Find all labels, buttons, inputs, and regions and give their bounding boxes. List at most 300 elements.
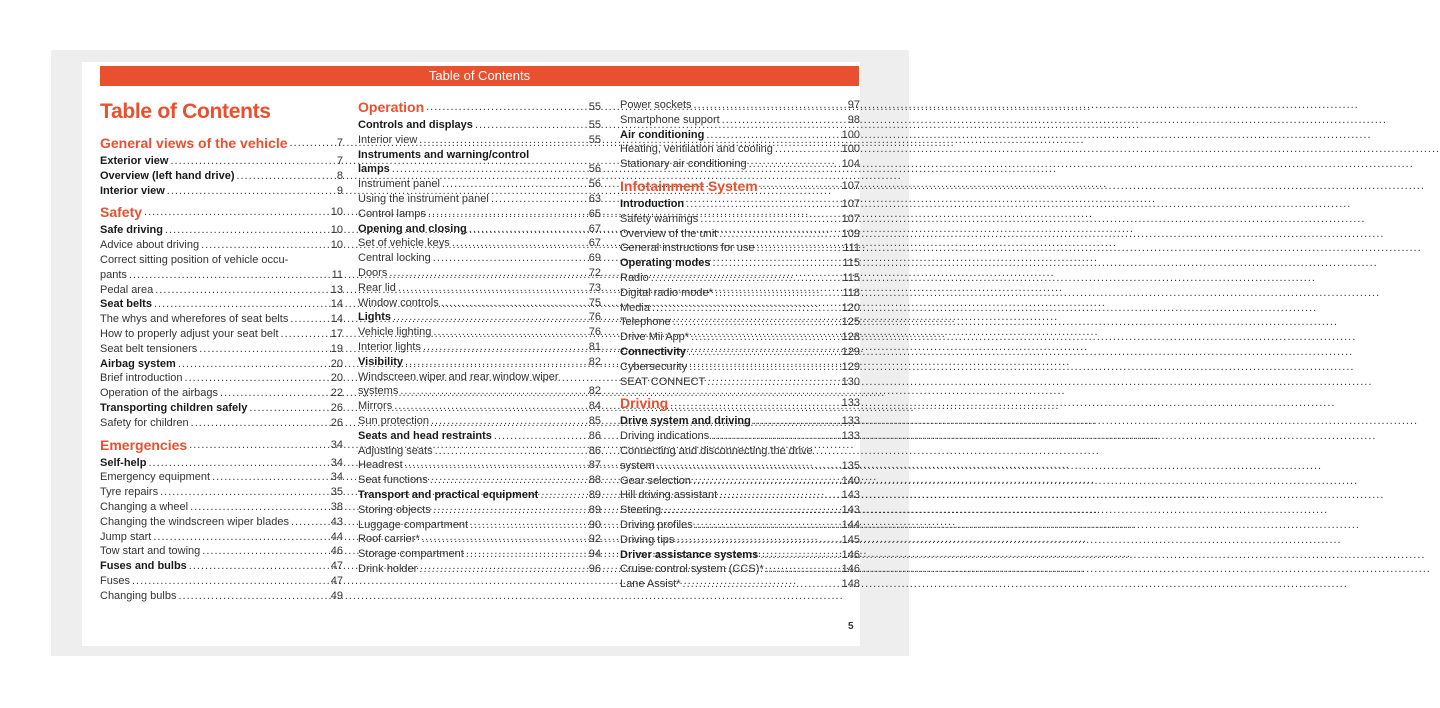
dot-leader — [758, 548, 841, 563]
toc-entry[interactable] — [100, 401, 343, 416]
dot-leader — [176, 357, 327, 372]
toc-entry[interactable] — [620, 271, 860, 286]
toc-entry[interactable] — [358, 192, 601, 207]
dot-leader — [705, 375, 841, 390]
toc-entry-title: The whys and wherefores of seat belts — [100, 313, 289, 326]
toc-entry-title: Drive Mii App* — [620, 331, 690, 344]
toc-entry-title: Driving tips — [620, 533, 675, 546]
toc-entry-page: 43 — [330, 515, 343, 528]
toc-entry[interactable] — [620, 157, 860, 172]
toc-entry-title: Drink holder — [358, 562, 418, 575]
toc-entry-title: Advice about driving — [100, 239, 200, 252]
toc-entry[interactable] — [358, 222, 601, 237]
toc-entry[interactable] — [358, 310, 601, 325]
toc-entry-page: 84 — [588, 400, 601, 413]
toc-entry-page: 82 — [588, 385, 601, 398]
toc-entry-title: Stationary air conditioning — [620, 158, 747, 171]
toc-entry-page: 140 — [841, 474, 860, 487]
dot-leader — [650, 301, 842, 316]
toc-entry[interactable] — [100, 530, 343, 545]
dot-leader — [187, 436, 327, 454]
toc-entry-title: Control lamps — [358, 207, 426, 220]
toc-entry-page: 115 — [842, 271, 860, 284]
toc-entry-title: Storage compartment — [358, 548, 464, 561]
toc-entry-page: 8 — [336, 169, 343, 182]
dot-leader — [698, 212, 841, 227]
toc-entry-page: 10 — [330, 239, 343, 252]
toc-entry-page: 26 — [330, 401, 343, 414]
toc-entry[interactable] — [100, 470, 343, 485]
toc-entry[interactable] — [358, 355, 601, 370]
toc-section-heading[interactable] — [620, 177, 860, 195]
header-title: Table of Contents — [428, 68, 531, 83]
toc-entry-title: Driving indications — [620, 430, 710, 443]
dot-leader — [289, 515, 327, 530]
dot-leader — [392, 399, 585, 414]
toc-section-heading[interactable] — [100, 203, 343, 221]
toc-entry-page: 104 — [841, 158, 860, 171]
dot-leader — [492, 429, 585, 444]
dot-leader — [176, 589, 327, 604]
toc-entry-page: 82 — [588, 355, 601, 368]
toc-entry-title: Safety for children — [100, 416, 189, 429]
toc-entry-page: 38 — [330, 500, 343, 513]
toc-entry-page: 56 — [588, 178, 601, 191]
dot-leader — [130, 574, 327, 589]
dot-leader — [158, 485, 327, 500]
toc-entry[interactable] — [620, 315, 860, 330]
dot-leader — [127, 268, 327, 283]
dot-leader — [450, 236, 585, 251]
toc-entry-page: 89 — [588, 488, 601, 501]
toc-entry[interactable] — [100, 238, 343, 253]
toc-entry[interactable] — [620, 227, 860, 242]
toc-entry[interactable] — [620, 503, 860, 518]
toc-entry[interactable] — [620, 330, 860, 345]
toc-entry[interactable] — [100, 456, 343, 471]
toc-entry-page: 100 — [841, 128, 860, 141]
toc-entry-page: 13 — [330, 283, 343, 296]
toc-entry-title: Changing the windscreen wiper blades — [100, 515, 289, 528]
page-title: Table of Contents — [100, 100, 271, 123]
toc-entry-title: Opening and closing — [358, 222, 467, 235]
toc-entry-title: General instructions for use — [620, 242, 755, 255]
toc-entry-title: Lights — [358, 311, 391, 324]
toc-entry-page: 76 — [588, 311, 601, 324]
toc-section-heading[interactable] — [358, 98, 601, 116]
toc-entry[interactable] — [620, 533, 860, 548]
toc-entry[interactable] — [100, 283, 343, 298]
dot-leader — [234, 169, 327, 184]
dot-leader — [720, 113, 844, 128]
toc-entry-title: Seat belts — [100, 298, 152, 311]
toc-entry[interactable] — [620, 286, 860, 301]
toc-entry-title: How to properly adjust your seat belt — [100, 327, 279, 340]
toc-entry-title: Self-help — [100, 456, 147, 469]
dot-leader — [693, 518, 842, 533]
toc-entry-title: Tow start and towing — [100, 545, 201, 558]
toc-entry-title: Driver assistance systems — [620, 548, 759, 561]
dot-leader — [747, 157, 842, 172]
toc-entry-page: 143 — [841, 489, 860, 502]
toc-entry-page: 22 — [330, 387, 343, 400]
toc-entry[interactable] — [100, 544, 343, 559]
dot-leader — [538, 488, 585, 503]
toc-entry[interactable] — [620, 375, 860, 390]
toc-entry[interactable] — [620, 128, 860, 143]
toc-entry-page: 146 — [841, 548, 860, 561]
toc-entry-page: 20 — [330, 372, 343, 385]
toc-entry-page: 133 — [841, 415, 860, 428]
toc-entry-title: Mirrors — [358, 400, 393, 413]
toc-entry[interactable] — [358, 251, 601, 266]
toc-entry[interactable] — [358, 458, 601, 473]
dot-leader — [755, 241, 844, 256]
toc-entry-page: 63 — [588, 192, 601, 205]
dot-leader — [704, 128, 841, 143]
dot-leader — [279, 327, 327, 342]
dot-leader — [689, 330, 842, 345]
dot-leader — [390, 162, 585, 177]
toc-entry-title: Safety — [100, 204, 143, 221]
toc-entry-page: 89 — [588, 503, 601, 516]
toc-entry[interactable] — [100, 312, 343, 327]
header-bar — [100, 66, 859, 86]
toc-entry-page: 86 — [588, 429, 601, 442]
toc-column-1 — [100, 134, 343, 604]
dot-leader — [661, 503, 842, 518]
toc-entry-title: Headrest — [358, 459, 403, 472]
toc-entry[interactable] — [358, 518, 601, 533]
dot-leader — [151, 530, 327, 545]
toc-entry-page: 107 — [841, 212, 860, 225]
toc-entry[interactable] — [358, 503, 601, 518]
toc-entry-page: 133 — [841, 397, 860, 410]
toc-entry[interactable] — [358, 340, 601, 355]
toc-entry[interactable] — [358, 532, 601, 547]
toc-entry[interactable] — [358, 473, 601, 488]
toc-entry-page: 17 — [330, 327, 343, 340]
toc-section-heading[interactable] — [620, 394, 860, 412]
toc-entry[interactable] — [620, 518, 860, 533]
toc-entry-page: 47 — [330, 574, 343, 587]
toc-entry[interactable] — [620, 241, 860, 256]
toc-entry[interactable] — [358, 207, 601, 222]
toc-entry-title: Rear lid — [358, 281, 396, 294]
toc-entry-title: Interior view — [100, 184, 165, 197]
dot-leader — [686, 345, 842, 360]
toc-entry-title: Jump start — [100, 530, 152, 543]
toc-entry[interactable] — [100, 327, 343, 342]
toc-entry-page: 107 — [841, 197, 860, 210]
toc-entry-page: 76 — [588, 326, 601, 339]
toc-entry[interactable] — [358, 562, 601, 577]
dot-leader — [717, 227, 841, 242]
toc-entry-title: Drive system and driving — [620, 415, 751, 428]
toc-entry-page: 34 — [330, 456, 343, 469]
toc-entry-title: Connectivity — [620, 345, 687, 358]
toc-entry[interactable] — [100, 268, 343, 283]
toc-entry[interactable] — [620, 197, 860, 212]
dot-leader — [674, 533, 841, 548]
toc-entry[interactable] — [358, 281, 601, 296]
dot-leader — [473, 118, 585, 133]
toc-entry-title: Air conditioning — [620, 128, 705, 141]
toc-entry[interactable] — [620, 548, 860, 563]
toc-entry[interactable] — [358, 162, 601, 177]
toc-entry-title: Pedal area — [100, 283, 154, 296]
toc-entry-page: 9 — [336, 184, 343, 197]
toc-entry-title: Using the instrument panel — [358, 192, 489, 205]
toc-entry[interactable] — [100, 184, 343, 199]
toc-entry-title: Transport and practical equipment — [358, 488, 539, 501]
toc-entry-page: 69 — [588, 252, 601, 265]
toc-entry-page: 111 — [843, 242, 860, 255]
toc-entry-page: 128 — [841, 331, 860, 344]
toc-entry-title: Radio — [620, 271, 649, 284]
toc-entry[interactable] — [100, 559, 343, 574]
toc-entry[interactable] — [358, 296, 601, 311]
dot-leader — [187, 559, 327, 574]
toc-entry-page: 7 — [336, 155, 343, 167]
toc-entry[interactable] — [100, 223, 343, 238]
toc-entry-title: pants — [100, 268, 127, 281]
toc-entry[interactable] — [620, 256, 860, 271]
toc-entry-title: Transporting children safely — [100, 401, 248, 414]
toc-column-3 — [620, 98, 860, 592]
toc-entry-page: 26 — [330, 416, 343, 429]
dot-leader — [751, 414, 842, 429]
toc-entry[interactable] — [100, 297, 343, 312]
toc-entry[interactable] — [620, 113, 860, 128]
toc-entry-title: General views of the vehicle — [100, 135, 288, 151]
toc-entry-page: 10 — [330, 206, 343, 219]
toc-entry-title: Doors — [358, 266, 388, 279]
toc-entry-title: Changing a wheel — [100, 500, 189, 513]
toc-entry-title: Exterior view — [100, 155, 169, 167]
toc-entry-title: Roof carrier* — [358, 533, 420, 546]
dot-leader — [288, 312, 327, 327]
toc-entry-page: 55 — [588, 119, 601, 131]
toc-entry-title: Driving — [620, 395, 669, 412]
dot-leader — [199, 238, 327, 253]
toc-entry[interactable] — [358, 133, 601, 148]
dot-leader — [709, 429, 841, 444]
dot-leader — [758, 177, 842, 195]
toc-entry-page: 98 — [847, 113, 860, 126]
toc-entry-page: 7 — [336, 137, 343, 149]
dot-leader — [717, 488, 841, 503]
toc-section-heading[interactable] — [100, 436, 343, 454]
toc-section-heading[interactable] — [100, 134, 343, 152]
toc-entry-page: 67 — [588, 222, 601, 235]
dot-leader — [468, 518, 585, 533]
toc-entry-title: Central locking — [358, 252, 431, 265]
toc-entry-page: 125 — [841, 316, 860, 329]
toc-entry[interactable] — [100, 416, 343, 431]
dot-leader — [403, 458, 585, 473]
toc-entry-title: system — [620, 459, 655, 472]
toc-entry-page: 44 — [330, 530, 343, 543]
toc-entry-title: Interior view — [358, 133, 418, 146]
toc-entry[interactable] — [620, 562, 860, 577]
toc-entry[interactable] — [620, 577, 860, 592]
dot-leader — [396, 281, 585, 296]
toc-entry[interactable] — [100, 169, 343, 184]
dot-leader — [467, 222, 585, 237]
dot-leader — [713, 286, 843, 301]
toc-entry-page: 86 — [588, 444, 601, 457]
toc-entry-title: Operating modes — [620, 257, 711, 270]
toc-entry-page: 73 — [588, 281, 601, 294]
toc-entry-title: Steering — [620, 504, 661, 517]
toc-entry-title: Heating, ventilation and cooling — [620, 143, 773, 156]
toc-entry-page: 115 — [842, 257, 860, 270]
toc-entry-title: systems — [358, 385, 399, 398]
toc-entry[interactable] — [100, 515, 343, 530]
toc-entry-page: 120 — [841, 301, 860, 314]
toc-entry-page: 94 — [588, 548, 601, 561]
toc-entry-title: Set of vehicle keys — [358, 237, 450, 250]
toc-entry-title: Digital radio mode* — [620, 286, 713, 299]
toc-entry-page: 90 — [588, 518, 601, 531]
toc-entry[interactable] — [358, 414, 601, 429]
toc-entry-title: Overview of the unit — [620, 227, 718, 240]
toc-entry-page: 146 — [841, 563, 860, 576]
toc-entry[interactable] — [358, 444, 601, 459]
toc-entry[interactable] — [620, 429, 860, 444]
toc-entry-title: Operation — [358, 99, 425, 115]
toc-entry-page: 49 — [330, 589, 343, 602]
dot-leader — [692, 98, 844, 113]
dot-leader — [247, 401, 327, 416]
toc-entry[interactable] — [620, 414, 860, 429]
toc-entry[interactable] — [100, 371, 343, 386]
toc-entry-page: 133 — [841, 430, 860, 443]
dot-leader — [431, 251, 585, 266]
dot-leader — [387, 266, 585, 281]
toc-entry-lead: Instruments and warning/control — [358, 148, 530, 161]
toc-entry[interactable] — [620, 98, 860, 113]
toc-entry[interactable] — [620, 212, 860, 227]
dot-leader — [398, 384, 585, 399]
toc-entry[interactable] — [100, 574, 343, 589]
toc-entry-title: Emergency equipment — [100, 471, 211, 484]
dot-leader — [671, 315, 842, 330]
dot-leader — [153, 283, 327, 298]
toc-entry[interactable] — [358, 118, 601, 133]
toc-entry-title: Changing bulbs — [100, 589, 177, 602]
toc-entry-title: Brief introduction — [100, 372, 183, 385]
dot-leader — [649, 271, 843, 286]
toc-entry-title: Telephone — [620, 316, 671, 329]
toc-entry-lead: Correct sitting position of vehicle occu- — [100, 253, 289, 266]
toc-entry-page: 14 — [330, 298, 343, 311]
toc-entry-page: 96 — [588, 562, 601, 575]
toc-entry-page: 67 — [588, 237, 601, 250]
toc-entry[interactable] — [358, 399, 601, 414]
dot-leader — [668, 394, 841, 412]
toc-entry[interactable] — [100, 500, 343, 515]
dot-leader — [152, 297, 327, 312]
toc-entry[interactable] — [358, 266, 601, 281]
toc-entry-title: Seat belt tensioners — [100, 342, 198, 355]
toc-entry-page: 87 — [588, 459, 601, 472]
toc-entry[interactable] — [100, 589, 343, 604]
toc-entry-page: 34 — [330, 471, 343, 484]
toc-entry-title: Fuses and bulbs — [100, 560, 187, 573]
dot-leader — [218, 386, 327, 401]
toc-entry[interactable] — [358, 325, 601, 340]
dot-leader — [464, 547, 585, 562]
toc-entry[interactable] — [358, 236, 601, 251]
dot-leader — [489, 192, 585, 207]
toc-entry[interactable] — [620, 345, 860, 360]
toc-entry-page: 14 — [330, 313, 343, 326]
toc-entry-page: 46 — [330, 545, 343, 558]
toc-entry-title: Tyre repairs — [100, 486, 159, 499]
toc-entry[interactable] — [100, 386, 343, 401]
toc-entry[interactable] — [620, 459, 860, 474]
toc-entry[interactable] — [100, 485, 343, 500]
toc-entry[interactable] — [620, 301, 860, 316]
toc-entry[interactable] — [100, 154, 343, 169]
dot-leader — [421, 340, 585, 355]
toc-entry-page: 10 — [330, 224, 343, 237]
toc-entry[interactable] — [620, 474, 860, 489]
dot-leader — [710, 256, 842, 271]
toc-entry[interactable] — [100, 357, 343, 372]
toc-entry-page: 129 — [841, 360, 860, 373]
dot-leader — [403, 355, 585, 370]
dot-leader — [429, 414, 585, 429]
toc-entry[interactable] — [620, 488, 860, 503]
toc-entry-page: 81 — [588, 340, 601, 353]
toc-entry[interactable] — [620, 360, 860, 375]
dot-leader — [433, 444, 585, 459]
dot-leader — [439, 296, 585, 311]
toc-entry-page: 143 — [841, 504, 860, 517]
toc-entry-page: 118 — [842, 286, 860, 299]
toc-entry-title: Instrument panel — [358, 178, 440, 191]
toc-entry-title: Smartphone support — [620, 113, 720, 126]
toc-entry-title: Vehicle lighting — [358, 326, 432, 339]
toc-entry[interactable] — [358, 177, 601, 192]
toc-entry-title: Cruise control system (CCS)* — [620, 563, 764, 576]
toc-entry[interactable] — [358, 547, 601, 562]
toc-entry-lead: Connecting and disconnecting the drive — [620, 444, 813, 457]
dot-leader — [197, 342, 327, 357]
dot-leader — [168, 154, 327, 169]
dot-leader — [391, 310, 585, 325]
dot-leader — [684, 197, 841, 212]
toc-entry-title: Window controls — [358, 296, 439, 309]
toc-entry[interactable] — [100, 342, 343, 357]
dot-leader — [431, 325, 585, 340]
toc-entry-page: 144 — [841, 518, 860, 531]
toc-entry[interactable] — [620, 142, 860, 157]
toc-entry-title: Driving profiles — [620, 518, 693, 531]
toc-entry-page: 55 — [588, 101, 601, 113]
toc-entry[interactable] — [358, 488, 601, 503]
toc-entry-page: 47 — [330, 560, 343, 573]
toc-entry[interactable] — [358, 384, 601, 399]
toc-entry-page: 88 — [588, 474, 601, 487]
toc-entry[interactable] — [358, 429, 601, 444]
toc-entry-page: 85 — [588, 414, 601, 427]
toc-entry-title: Sun protection — [358, 414, 429, 427]
toc-entry-title: Storing objects — [358, 503, 431, 516]
